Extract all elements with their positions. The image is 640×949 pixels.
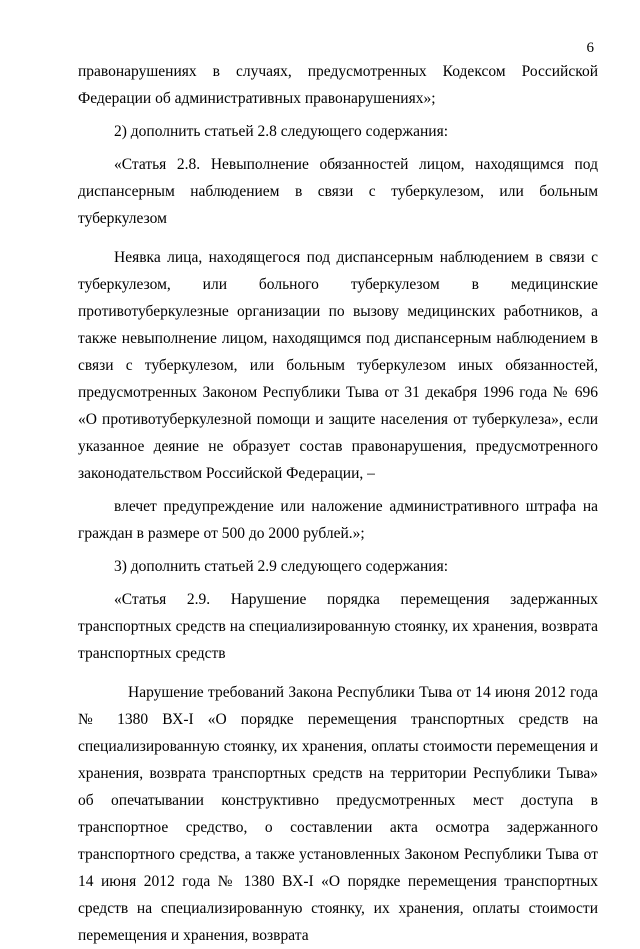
- amendment-item-2: 2) дополнить статьей 2.8 следующего содержания:: [114, 123, 448, 140]
- paragraph-continuation: правонарушениях в случаях, предусмотренных Кодексом Российской Федерации об административных правонарушениях»;: [78, 63, 598, 107]
- article-2-8-text: Неявка лица, находящегося под диспансерным наблюдением в связи с туберкулезом, или больного туберкулезом в медицинские противотуберкулезные организации по вызову медицинских работников, а также невыполнение лицом, находящимся под диспансерным наблюдением в связи с туберкулезом, или больным туберкулезом иных обязанностей, предусмотренных Законом Республики Тыва от 31 декабря 1996 года № 696 «О противотуберкулезной помощи и защите населения от туберкулеза», если указанное деяние не образует состав правонарушения, предусмотренного законодательством Российской Федерации, –: [78, 249, 598, 482]
- article-2-9-text: Нарушение требований Закона Республики Тыва от 14 июня 2012 года № 1380 ВХ-I «О порядке перемещения транспортных средств на специализированную стоянку, их хранения, оплаты стоимости перемещения и хранения, возврата транспортных средств на территории Республики Тыва» об опечатывании конструктивно предусмотренных мест доступа в транспортное средство, о составлении акта осмотра задержанного транспортного средства, а также установленных Законом Республики Тыва от 14 июня 2012 года № 1380 ВХ-I «О порядке перемещения транспортных средств на специализированную стоянку, их хранения, оплаты стоимости перемещения и хранения, возврата: [78, 684, 598, 944]
- document-body: [78, 58, 598, 949]
- article-2-8-sanction: влечет предупреждение или наложение административного штрафа на граждан в размере от 500 до 2000 рублей.»;: [78, 498, 598, 542]
- amendment-item-3: 3) дополнить статьей 2.9 следующего содержания:: [114, 558, 448, 575]
- article-2-9-heading: «Статья 2.9. Нарушение порядка перемещения задержанных транспортных средств на специализированную стоянку, их хранения, возврата транспортных средств: [78, 591, 598, 662]
- article-2-8-heading: «Статья 2.8. Невыполнение обязанностей лицом, находящимся под диспансерным наблюдением в связи с туберкулезом, или больным туберкулезом: [78, 156, 598, 227]
- page-number: 6: [586, 40, 594, 56]
